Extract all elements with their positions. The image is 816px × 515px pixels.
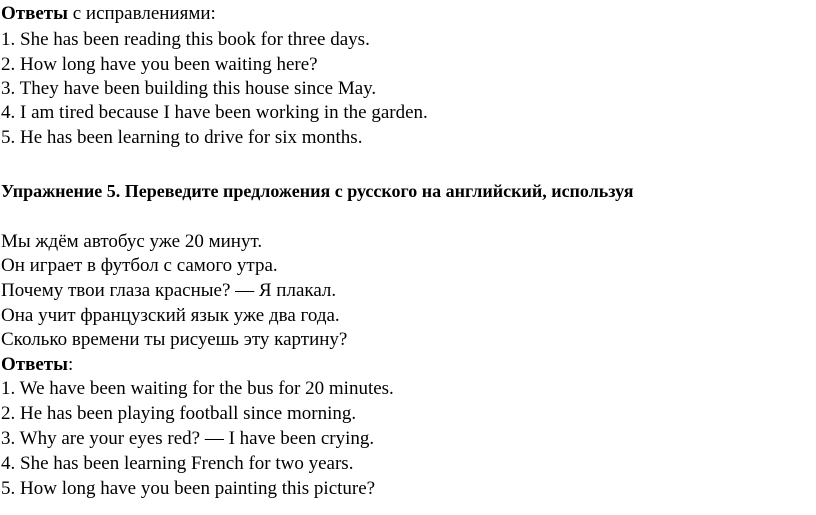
exercise-sentence-2: Он играет в футбол с самого утра. (1, 255, 278, 276)
answer-line-2: 2. How long have you been waiting here? (1, 54, 318, 75)
answers-label: Ответы (1, 3, 68, 24)
exercise-sentence-4: Она учит французский язык уже два года. (1, 305, 340, 326)
answer-line-2: 2. He has been playing football since morning. (1, 403, 357, 424)
answer-line-3: 3. Why are your eyes red? — I have been crying. (1, 428, 375, 449)
answer-line-4: 4. I am tired because I have been working in the garden. (1, 102, 428, 123)
answers-label: Ответы (1, 354, 68, 375)
exercise-heading: Упражнение 5. Переведите предложения с русского на английский, используя (1, 181, 634, 201)
exercise-sentence-1: Мы ждём автобус уже 20 минут. (1, 231, 263, 252)
answer-line-5: 5. How long have you been painting this picture? (1, 478, 376, 499)
answer-line-4: 4. She has been learning French for two years. (1, 453, 354, 474)
answers-label-suffix: с исправлениями: (67, 3, 216, 24)
answer-line-1: 1. She has been reading this book for three days. (1, 29, 370, 50)
answer-line-1: 1. We have been waiting for the bus for 20 minutes. (1, 378, 394, 399)
answer-line-3: 3. They have been building this house since May. (1, 78, 377, 99)
answers-label-suffix: : (67, 354, 74, 375)
answer-line-5: 5. He has been learning to drive for six months. (1, 127, 363, 148)
answers-heading-2 (1, 353, 73, 377)
exercise-sentence-5: Сколько времени ты рисуешь эту картину? (1, 329, 348, 350)
answers-heading-1 (1, 2, 216, 26)
exercise-sentence-3: Почему твои глаза красные? — Я плакал. (1, 280, 337, 301)
